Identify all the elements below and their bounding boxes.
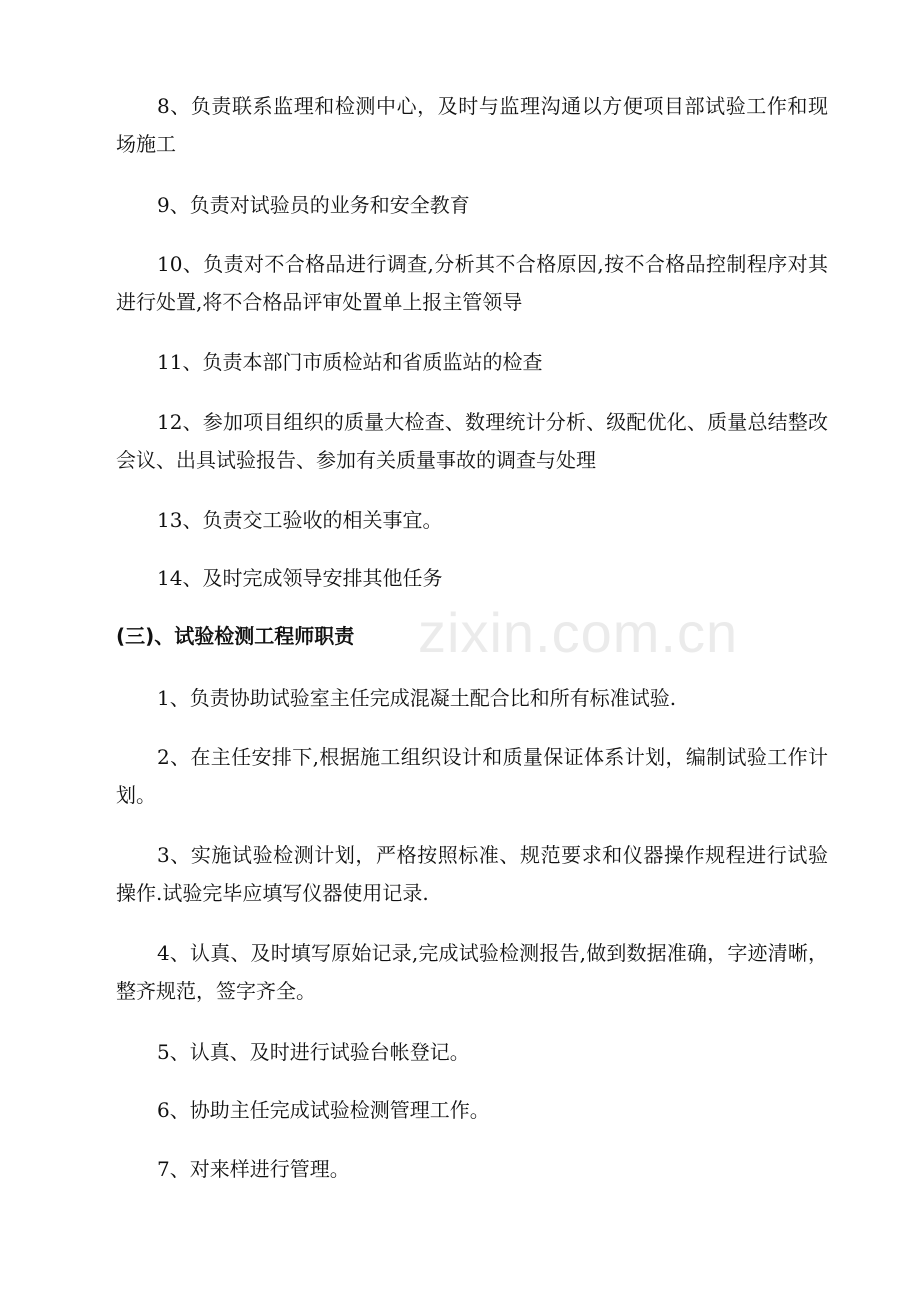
engineer-duty-7: 7、对来样进行管理。 — [157, 1157, 350, 1181]
engineer-duty-6: 6、协助主任完成试验检测管理工作。 — [157, 1098, 490, 1122]
duty-item-13: 13、负责交工验收的相关事宜。 — [157, 508, 443, 532]
duty-item-12: 12、参加项目组织的质量大检查、数理统计分析、级配优化、质量总结整改会议、出具试验报告、参加有关质量事故的调查与处理 — [116, 410, 828, 472]
engineer-duty-1: 1、负责协助试验室主任完成混凝土配合比和所有标准试验. — [157, 686, 677, 710]
engineer-duty-3: 3、实施试验检测计划，严格按照标准、规范要求和仪器操作规程进行试验操作.试验完毕应填写仪器使用记录. — [116, 843, 828, 905]
duty-item-10: 10、负责对不合格品进行调查,分析其不合格原因,按不合格品控制程序对其进行处置,将不合格品评审处置单上报主管领导 — [116, 252, 828, 314]
section-heading: (三)、试验检测工程师职责 — [116, 624, 355, 648]
engineer-duty-5: 5、认真、及时进行试验台帐登记。 — [157, 1040, 470, 1064]
duty-item-8: 8、负责联系监理和检测中心，及时与监理沟通以方便项目部试验工作和现场施工 — [116, 94, 828, 156]
duty-item-9: 9、负责对试验员的业务和安全教育 — [157, 193, 470, 217]
duty-item-14: 14、及时完成领导安排其他任务 — [157, 566, 443, 590]
engineer-duty-2: 2、在主任安排下,根据施工组织设计和质量保证体系计划，编制试验工作计划。 — [116, 745, 828, 807]
watermark-text: zixin.com.cn — [418, 601, 739, 664]
engineer-duty-4: 4、认真、及时填写原始记录,完成试验检测报告,做到数据准确，字迹清晰，整齐规范，签字齐全。 — [116, 941, 828, 1003]
duty-item-11: 11、负责本部门市质检站和省质监站的检查 — [157, 350, 543, 374]
